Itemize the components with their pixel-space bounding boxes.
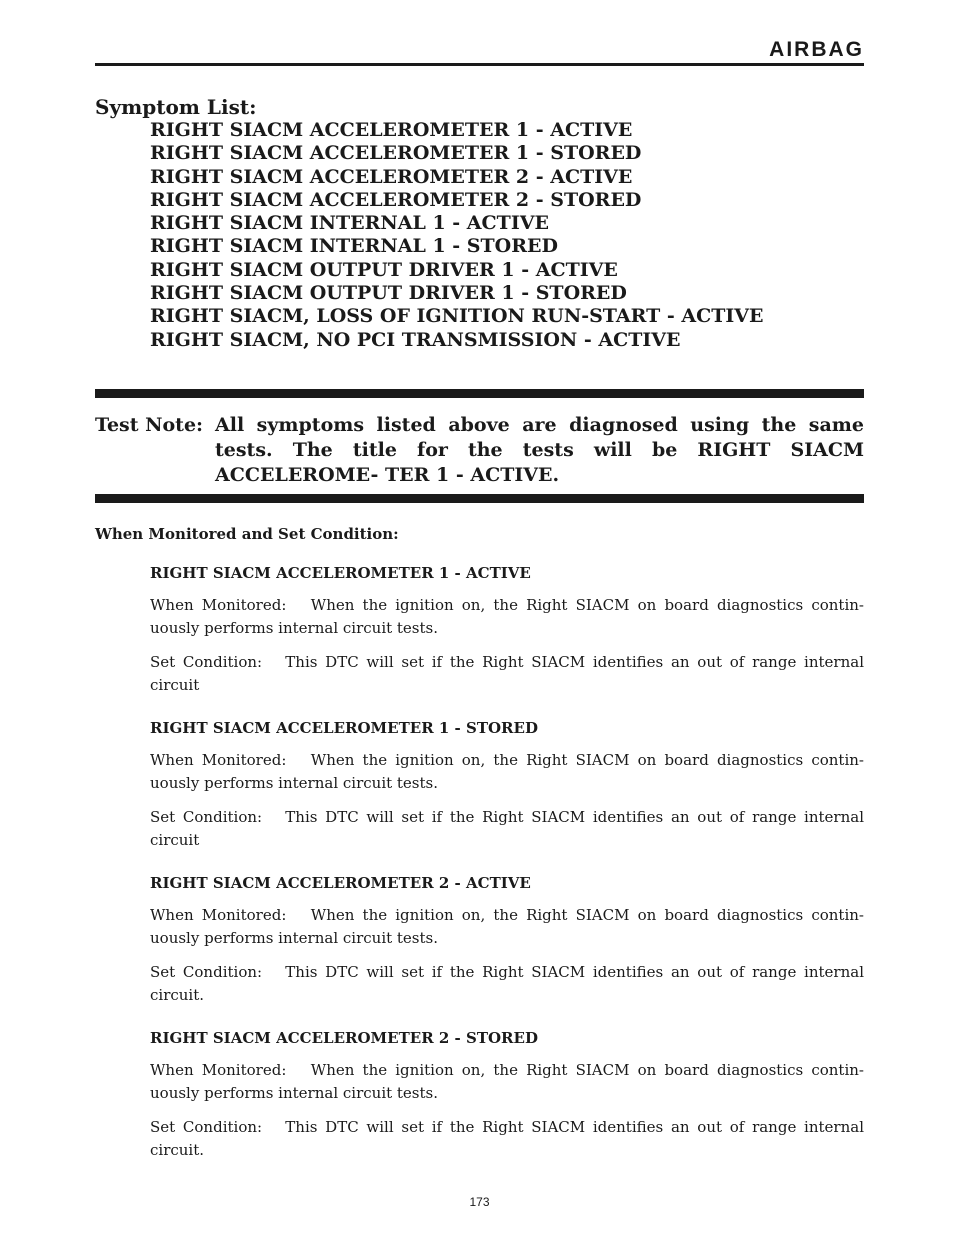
dtc-entry — [150, 718, 864, 852]
set-condition-text: Set Condition: This DTC will set if the Right SIACM identifies an out of range internal circuit. — [150, 963, 864, 1004]
dtc-name: RIGHT SIACM ACCELEROMETER 2 - ACTIVE — [150, 874, 531, 892]
manual-page — [95, 0, 864, 1242]
symptom-item: RIGHT SIACM OUTPUT DRIVER 1 - ACTIVE — [150, 258, 618, 281]
symptom-item: RIGHT SIACM ACCELEROMETER 2 - STORED — [150, 188, 642, 211]
symptom-item: RIGHT SIACM ACCELEROMETER 1 - STORED — [150, 142, 642, 165]
divider-rule-bottom — [95, 494, 864, 503]
monitor-section — [95, 524, 864, 1173]
dtc-entry — [150, 873, 864, 1007]
set-condition-text: Set Condition: This DTC will set if the Right SIACM identifies an out of range internal circuit. — [150, 1118, 864, 1159]
symptom-item: RIGHT SIACM OUTPUT DRIVER 1 - STORED — [150, 282, 627, 305]
page-number: 173 — [469, 1195, 490, 1209]
symptom-item: RIGHT SIACM INTERNAL 1 - STORED — [150, 235, 558, 258]
symptom-list-title: Symptom List: — [95, 95, 257, 119]
test-note — [95, 413, 864, 488]
header-rule — [95, 63, 864, 66]
test-note-label: Test Note: — [95, 414, 204, 436]
dtc-name: RIGHT SIACM ACCELEROMETER 1 - ACTIVE — [150, 564, 531, 582]
symptom-item: RIGHT SIACM INTERNAL 1 - ACTIVE — [150, 212, 549, 235]
when-monitored-text: When Monitored: When the ignition on, the Right SIACM on board diagnostics contin- uously performs internal circuit tests. — [150, 596, 864, 637]
dtc-name: RIGHT SIACM ACCELEROMETER 1 - STORED — [150, 719, 538, 737]
divider-rule-top — [95, 389, 864, 398]
symptom-item: RIGHT SIACM, LOSS OF IGNITION RUN-START - ACTIVE — [150, 305, 764, 328]
symptom-item: RIGHT SIACM ACCELEROMETER 2 - ACTIVE — [150, 165, 633, 188]
when-monitored-text: When Monitored: When the ignition on, the Right SIACM on board diagnostics contin- uously performs internal circuit tests. — [150, 751, 864, 792]
dtc-entry — [150, 1028, 864, 1162]
set-condition-text: Set Condition: This DTC will set if the Right SIACM identifies an out of range internal circuit — [150, 808, 864, 849]
monitor-section-title: When Monitored and Set Condition: — [95, 525, 399, 543]
symptom-item: RIGHT SIACM, NO PCI TRANSMISSION - ACTIVE — [150, 328, 681, 351]
dtc-name: RIGHT SIACM ACCELEROMETER 2 - STORED — [150, 1029, 538, 1047]
test-note-text: All symptoms listed above are diagnosed using the same tests. The title for the tests will be RIGHT SIACM ACCELEROME- TER 1 - ACTIVE. — [215, 414, 864, 486]
symptom-item: RIGHT SIACM ACCELEROMETER 1 - ACTIVE — [150, 119, 633, 141]
set-condition-text: Set Condition: This DTC will set if the Right SIACM identifies an out of range internal circuit — [150, 653, 864, 694]
dtc-entry — [150, 563, 864, 697]
when-monitored-text: When Monitored: When the ignition on, the Right SIACM on board diagnostics contin- uously performs internal circuit tests. — [150, 906, 864, 947]
symptom-list — [95, 119, 864, 352]
symptom-list-section — [95, 95, 864, 352]
section-header: AIRBAG — [769, 38, 864, 61]
when-monitored-text: When Monitored: When the ignition on, the Right SIACM on board diagnostics contin- uously performs internal circuit tests. — [150, 1061, 864, 1102]
